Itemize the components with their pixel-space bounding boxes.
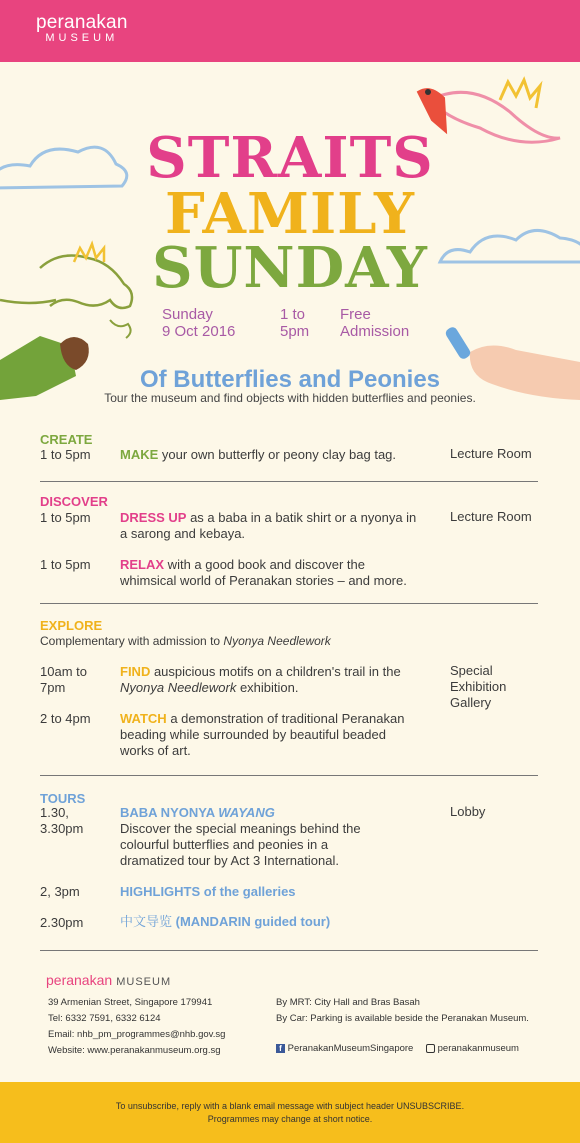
divider [40,481,538,482]
create-desc: your own butterfly or peony clay bag tag. [158,447,397,462]
event-date-text: 9 Oct 2016 [162,323,236,340]
title-line-sunday: SUNDAY [152,235,428,301]
create-activity [120,447,396,463]
discover-desc-1b: a sarong and kebaya. [120,526,246,541]
explore-desc-2b: beading while surrounded by beautiful beaded [120,727,386,742]
discover-desc-2a: with a good book and discover the [164,557,365,572]
logo-word-museum: MUSEUM [45,32,119,44]
footer-logo[interactable] [46,972,171,988]
title-line-family: FAMILY [165,181,415,247]
footer-logo-peranakan: peranakan [46,972,113,988]
unsubscribe-line: To unsubscribe, reply with a blank email message with subject header UNSUBSCRIBE. [115,1101,465,1111]
tour-time-1b: 3.30pm [40,821,84,836]
directions-block [276,995,529,1027]
footer-website[interactable]: Website: www.peranakanmuseum.org.sg [48,1045,221,1056]
instagram-handle: peranakanmuseum [437,1043,519,1054]
event-time [280,306,309,340]
create-location: Lecture Room [450,446,532,461]
explore-desc-2a: a demonstration of traditional Peranakan [166,711,405,726]
explore-desc-1b: exhibition. [236,680,299,695]
divider [40,603,538,604]
tour-desc-1b: colourful butterflies and peonies in a [120,837,329,852]
tour-title-1a: BABA NYONYA [120,805,219,820]
divider [40,775,538,776]
tour-desc-1a: Discover the special meanings behind the [120,821,361,836]
discover-desc-2b: whimsical world of Peranakan stories – and more. [120,573,407,588]
facebook-icon: f [276,1044,285,1053]
header-bar [0,0,580,62]
tour-title-1b: WAYANG [218,805,275,820]
tour-location-1: Lobby [450,804,486,819]
theme-intro: Tour the museum and find objects with hidden butterflies and peonies. [104,391,476,405]
explore-location-line1: Special [450,663,493,678]
title-line-straits: STRAITS [146,125,434,191]
section-heading-tours: TOURS [40,791,86,806]
explore-location-line3: Gallery [450,695,492,710]
create-action: MAKE [120,447,159,462]
tour-desc-1c: dramatized tour by Act 3 International. [120,853,339,868]
footer-mrt: By MRT: City Hall and Bras Basah [276,997,420,1008]
event-day: Sunday [162,306,213,323]
event-time-line1: 1 to [280,306,306,323]
footer-logo-museum: MUSEUM [112,976,172,988]
explore-activity-1 [120,664,401,696]
explore-time-1b: 7pm [40,680,66,695]
tour-title-3b: (MANDARIN guided tour) [172,914,331,929]
programme-change-line: Programmes may change at short notice. [207,1114,373,1124]
footer-address: 39 Armenian Street, Singapore 179941 [48,997,213,1008]
discover-time-2: 1 to 5pm [40,557,91,572]
logo-word-peranakan: peranakan [36,12,128,33]
event-admission-line1: Free [340,306,371,323]
explore-location-line2: Exhibition [450,679,507,694]
explore-desc-1a: auspicious motifs on a children's trail in the [150,664,401,679]
footer-email[interactable]: Email: nhb_pm_programmes@nhb.gov.sg [48,1029,226,1040]
event-date [162,306,235,340]
facebook-link[interactable] [276,1041,413,1057]
tour-time-1 [40,805,83,837]
section-heading-discover: DISCOVER [40,494,108,509]
explore-time-1a: 10am to [40,664,87,679]
instagram-icon [426,1044,435,1053]
discover-action-2: RELAX [120,557,165,572]
explore-action-2: WATCH [120,711,167,726]
explore-action-1: FIND [120,664,151,679]
discover-time-1: 1 to 5pm [40,510,91,525]
explore-desc-2c: works of art. [120,743,191,758]
tour-title-2: HIGHLIGHTS of the galleries [120,884,296,899]
explore-location [450,663,506,711]
contact-block [48,995,225,1059]
event-admission-line2: Admission [340,323,410,340]
explore-desc-1-exhibition: Nyonya Needlework [120,680,237,695]
explore-note [40,633,331,649]
unsubscribe-notice [0,1100,580,1126]
section-heading-explore: EXPLORE [40,618,103,633]
tour-time-2: 2, 3pm [40,884,80,899]
tour-time-1a: 1.30, [40,805,69,820]
tour-title-3 [120,914,330,930]
explore-time-2: 2 to 4pm [40,711,91,726]
tour-time-3: 2.30pm [40,915,84,930]
tour-title-3a: 中文导览 [120,914,173,929]
footer-car: By Car: Parking is available beside the Peranakan Museum. [276,1013,529,1024]
section-heading-create: CREATE [40,432,93,447]
theme-title: Of Butterflies and Peonies [139,366,441,393]
event-time-line2: 5pm [280,323,310,340]
explore-note-exhibition: Nyonya Needlework [223,634,331,648]
explore-note-text: Complementary with admission to [40,634,224,648]
discover-action-1: DRESS UP [120,510,187,525]
tour-title-1 [120,805,275,820]
explore-time-1 [40,664,87,696]
footer-tel: Tel: 6332 7591, 6332 6124 [48,1013,161,1024]
create-time: 1 to 5pm [40,447,91,462]
instagram-link[interactable] [426,1041,519,1057]
divider [40,950,538,951]
museum-logo[interactable] [36,12,128,44]
explore-activity-2 [120,711,404,759]
tour-activity-1 [120,805,361,869]
discover-activity-2 [120,557,407,589]
facebook-handle: PeranakanMuseumSingapore [287,1043,414,1054]
discover-desc-1a: as a baba in a batik shirt or a nyonya in [186,510,417,525]
event-admission [340,306,409,340]
discover-activity-1 [120,510,416,542]
discover-location-1: Lecture Room [450,509,532,524]
